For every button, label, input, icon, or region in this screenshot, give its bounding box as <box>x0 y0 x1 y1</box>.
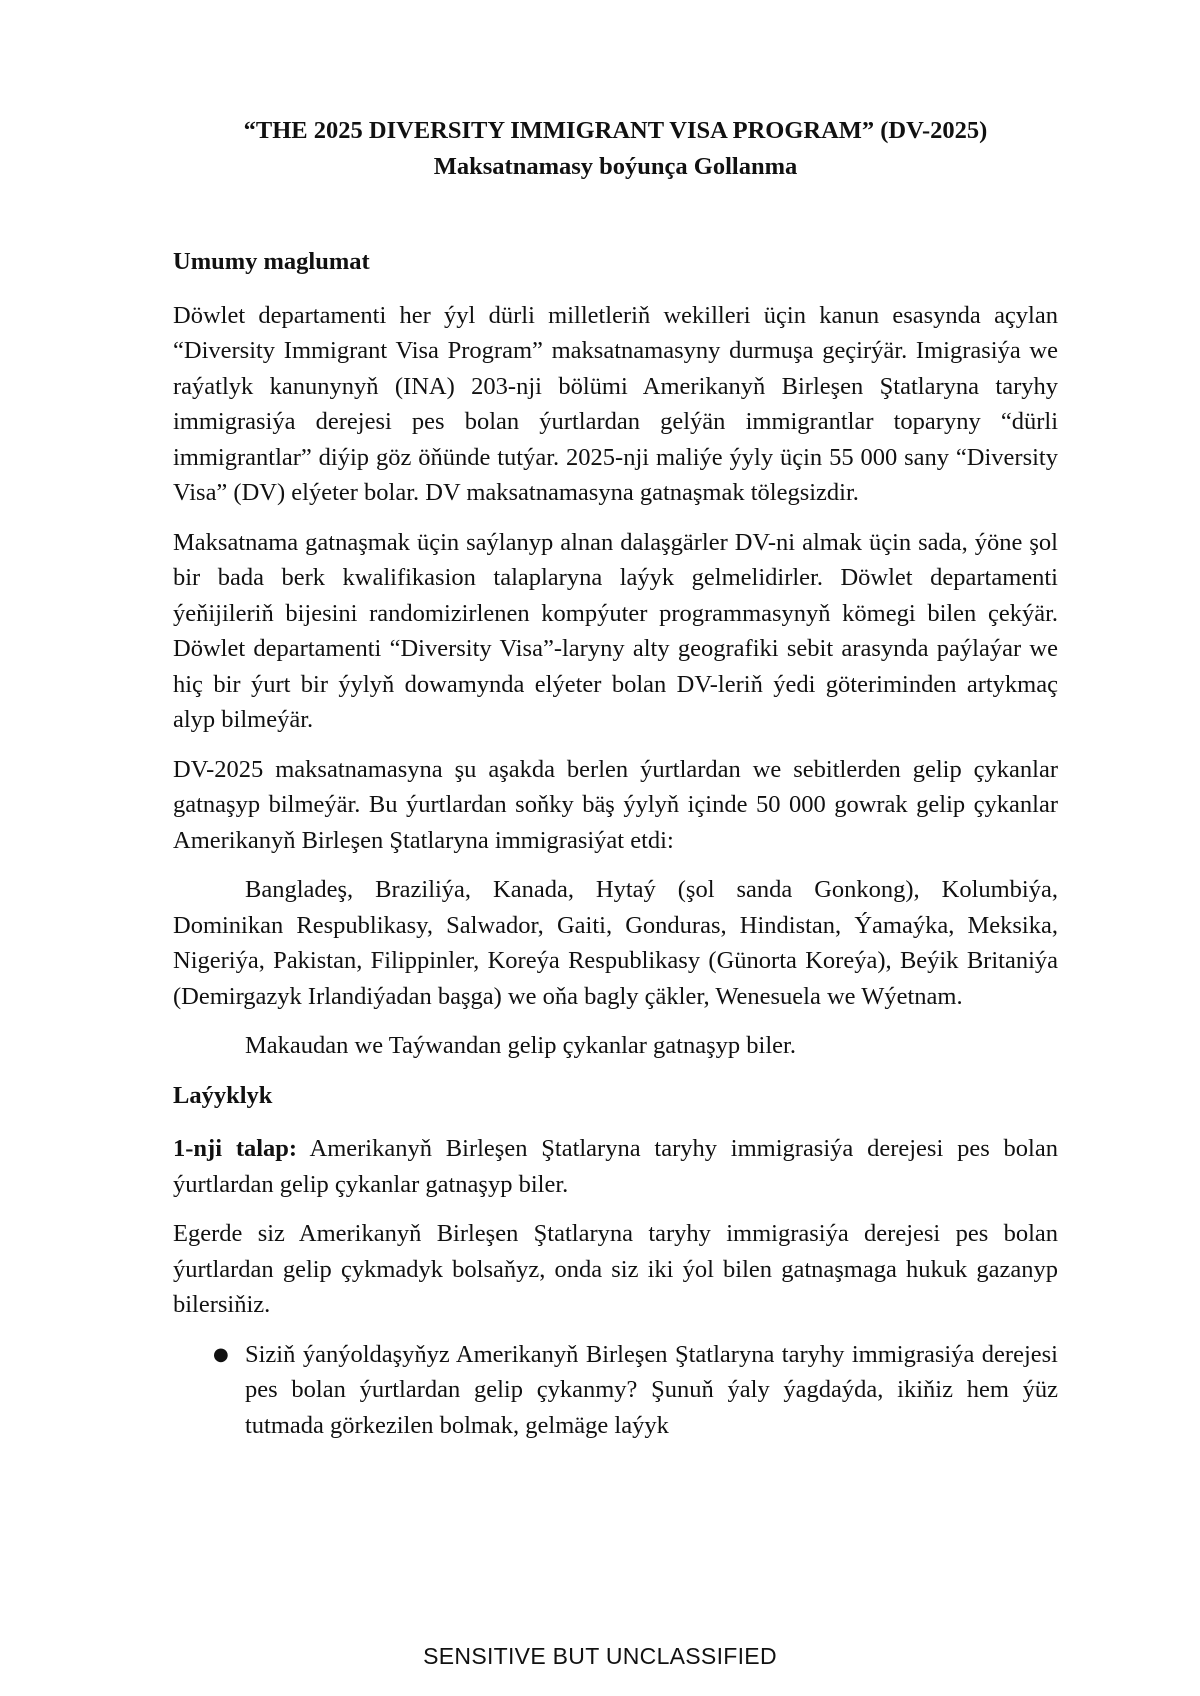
requirement-1-label: 1-nji talap: <box>173 1135 298 1162</box>
paragraph-program-overview: Döwlet departamenti her ýyl dürli milletleriň wekilleri üçin kanun esasynda açylan “Diversity Immigrant Visa Program” maksatnamasyny durmuşa geçirýär. Imigrasiýa we raýatlyk kanunynyň (INA) 203-nji bölümi Amerikanyň Birleşen Ştatlaryna taryhy immigrasiýa derejesi pes bolan ýurtlardan gelýän immigrantlar toparyny “dürli immigrantlar” diýip göz öňünde tutýar. 2025-nji maliýe ýyly üçin 55 000 sany “Diversity Visa” (DV) elýeter bolar. DV maksatnamasyna gatnaşmak tölegsizdir. <box>173 301 1058 506</box>
document-title: “THE 2025 DIVERSITY IMMIGRANT VISA PROGRAM” (DV-2025) <box>243 117 988 144</box>
section-heading-general: Umumy maglumat <box>173 248 370 275</box>
section-heading-eligibility: Laýyklyk <box>173 1081 273 1109</box>
paragraph-eligible-note: Makaudan we Taýwandan gelip çykanlar gatnaşyp biler. <box>245 1032 796 1059</box>
requirement-1-text: Amerikanyň Birleşen Ştatlaryna taryhy immigrasiýa derejesi pes bolan ýurtlardan gelip çykanlar gatnaşyp biler. <box>173 1135 1058 1198</box>
bullet-list <box>173 1337 1058 1444</box>
paragraph-alternative-eligibility: Egerde siz Amerikanyň Birleşen Ştatlaryna taryhy immigrasiýa derejesi pes bolan ýurtlardan gelip çykmadyk bolsaňyz, onda siz iki ýol bilen gatnaşmaga hukuk gazanyp bilersiňiz. <box>173 1220 1058 1318</box>
paragraph-requirement-1 <box>173 1131 1058 1202</box>
document-subtitle: Maksatnamasy boýunça Gollanma <box>433 152 798 180</box>
classification-footer: SENSITIVE BUT UNCLASSIFIED <box>423 1643 777 1669</box>
document-body <box>173 113 1058 1443</box>
bullet-text: Siziň ýanýoldaşyňyz Amerikanyň Birleşen Ştatlaryna taryhy immigrasiýa derejesi pes bolan ýurtlardan gelip çykanmy? Şunuň ýaly ýagdaýda, ikiňiz hem ýüz tutmada görkezilen bolmak, gelmäge laýyk <box>245 1340 1058 1439</box>
paragraph-ineligible-intro: DV-2025 maksatnamasyna şu aşakda berlen ýurtlardan we sebitlerden gelip çykanlar gatnaşyp bilmeýär. Bu ýurtlardan soňky bäş ýylyň içinde 50 000 gowrak gelip çykanlar Amerikanyň Birleşen Ştatlaryna immigrasiýat etdi: <box>173 755 1058 854</box>
bullet-icon: ● <box>213 1343 229 1365</box>
paragraph-ineligible-countries: Bangladeş, Braziliýa, Kanada, Hytaý (şol sanda Gonkong), Kolumbiýa, Dominikan Respublikasy, Salwador, Gaiti, Gonduras, Hindistan, Ýamaýka, Meksika, Nigeriýa, Pakistan, Filippinler, Koreýa Respublikasy (Günorta Koreýa), Beýik Britaniýa (Demirgazyk Irlandiýadan başga) we oňa bagly çäkler, Wenesuela we Wýetnam. <box>173 876 1058 1010</box>
paragraph-selection: Maksatnama gatnaşmak üçin saýlanyp alnan dalaşgärler DV-ni almak üçin sada, ýöne şol bir bada berk kwalifikasion talaplaryna laýyk gelmelidirler. Döwlet departamenti ýeňijileriň bijesini randomizirlenen kompýuter programmasynyň kömegi bilen çekýär. Döwlet departamenti “Diversity Visa”-laryny alty geografiki sebit arasynda paýlaýar we hiç bir ýurt bir ýylyň dowamynda elýeter bolan DV-leriň ýedi göteriminden artykmaç alyp bilmeýär. <box>173 528 1058 733</box>
list-item <box>173 1337 1058 1444</box>
